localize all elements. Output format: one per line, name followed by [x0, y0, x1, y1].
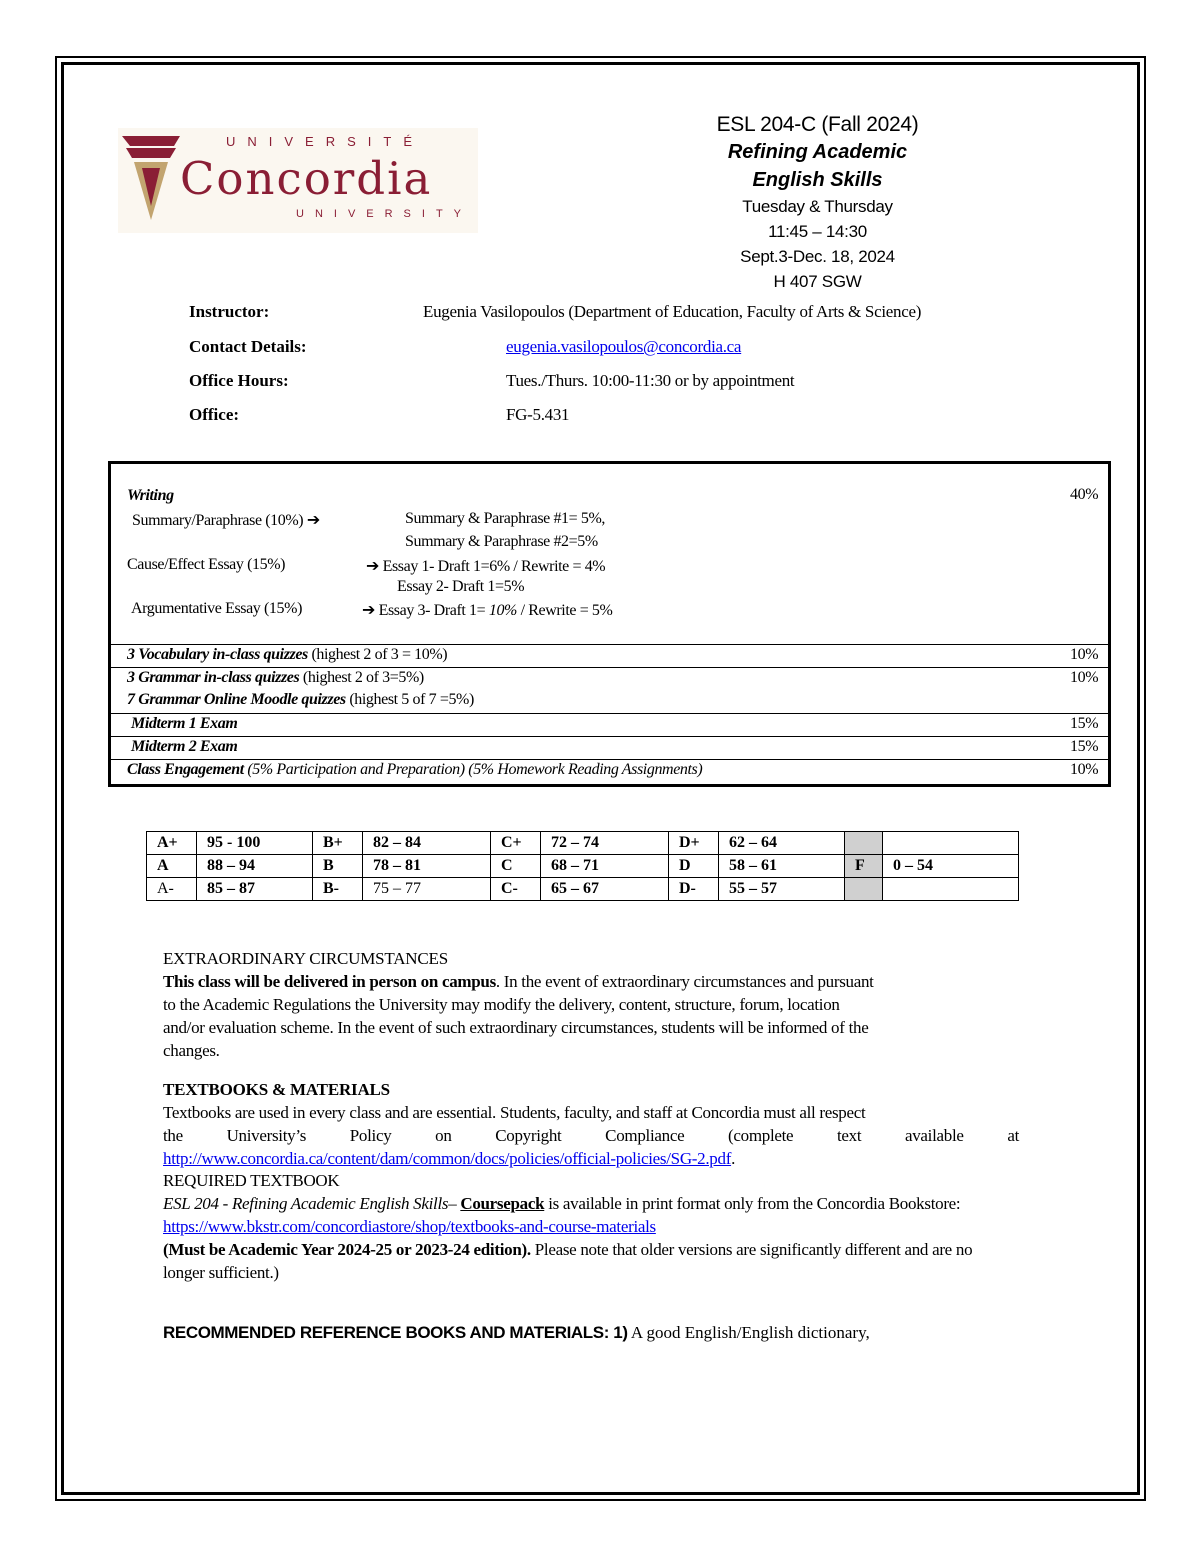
- essay-3-pre: ➔ Essay 3- Draft 1=: [362, 602, 489, 619]
- grade-range: 68 – 71: [541, 855, 669, 878]
- contact-label: Contact Details:: [189, 337, 307, 356]
- concordia-logo: [118, 128, 478, 233]
- writing-percent: 40%: [1070, 486, 1099, 503]
- class-engagement-detail: (5% Participation and Preparation) (5% Homework Reading Assignments): [243, 761, 703, 778]
- grading-divider: [108, 644, 1111, 645]
- class-engagement: [127, 761, 702, 779]
- extraordinary-heading: EXTRAORDINARY CIRCUMSTANCES: [163, 949, 448, 968]
- vocab-percent: 10%: [1070, 646, 1099, 663]
- midterm-2-percent: 15%: [1070, 738, 1099, 755]
- moodle-quizzes-detail: (highest 5 of 7 =5%): [345, 691, 474, 708]
- course-header: [680, 112, 955, 294]
- contact-email-link[interactable]: eugenia.vasilopoulos@concordia.ca: [506, 337, 742, 356]
- grade-letter: A+: [147, 832, 197, 855]
- vocab-quizzes: [127, 646, 447, 664]
- summary-paraphrase-2: Summary & Paraphrase #2=5%: [405, 533, 598, 550]
- textbooks-line-2: the University’s Policy on Copyright Compliance (complete text available at: [163, 1126, 1019, 1145]
- class-engagement-title: Class Engagement: [127, 761, 244, 778]
- grade-range: 95 - 100: [197, 832, 313, 855]
- grade-range: 62 – 64: [719, 832, 845, 855]
- office-label: Office:: [189, 405, 240, 424]
- shield-icon: [118, 128, 188, 228]
- recommended-rest: A good English/English dictionary,: [627, 1323, 870, 1342]
- grammar-quizzes-detail: (highest 2 of 3=5%): [299, 669, 424, 686]
- in-person-notice: This class will be delivered in person on campus: [163, 972, 496, 991]
- essay-3-draft-weight: 10%: [488, 602, 517, 619]
- recommended-heading: RECOMMENDED REFERENCE BOOKS AND MATERIALS: 1): [163, 1323, 628, 1342]
- grade-letter: B+: [313, 832, 363, 855]
- extraordinary-line-2: to the Academic Regulations the University may modify the delivery, content, structure, forum, location: [163, 995, 840, 1014]
- essay-2-breakdown: Essay 2- Draft 1=5%: [397, 578, 525, 595]
- grade-letter: D: [669, 855, 719, 878]
- course-dates: Sept.3-Dec. 18, 2024: [740, 247, 895, 266]
- logo-top-text: UNIVERSITÉ: [226, 134, 425, 149]
- table-row: [147, 878, 1019, 901]
- essay-3-post: / Rewrite = 5%: [517, 602, 613, 619]
- grade-range: [883, 878, 1019, 901]
- office-hours-value: Tues./Thurs. 10:00-11:30 or by appointment: [506, 371, 795, 390]
- course-days: Tuesday & Thursday: [742, 197, 893, 216]
- essay-1-breakdown: ➔ Essay 1- Draft 1=6% / Rewrite = 4%: [366, 558, 606, 575]
- course-time: 11:45 – 14:30: [768, 222, 867, 241]
- office-value: FG-5.431: [506, 405, 570, 424]
- required-textbook-line: [163, 1194, 960, 1214]
- cause-effect-weight: Cause/Effect Essay (15%): [127, 556, 286, 573]
- grade-letter: [845, 832, 883, 855]
- grade-letter: C-: [491, 878, 541, 901]
- coursepack-title: ESL 204 - Refining Academic English Skills: [163, 1194, 449, 1213]
- course-title-line1: Refining Academic: [727, 141, 908, 163]
- office-hours-label: Office Hours:: [189, 371, 289, 390]
- grade-range: 65 – 67: [541, 878, 669, 901]
- grade-letter: [845, 878, 883, 901]
- extraordinary-line-4: changes.: [163, 1041, 220, 1060]
- grading-divider: [108, 667, 1111, 668]
- grade-letter: D-: [669, 878, 719, 901]
- summary-paraphrase-1: Summary & Paraphrase #1= 5%,: [405, 510, 606, 527]
- grade-letter: A-: [147, 878, 197, 901]
- required-textbook-heading: REQUIRED TEXTBOOK: [163, 1171, 340, 1190]
- midterm-1: Midterm 1 Exam: [131, 715, 238, 732]
- grammar-quizzes: [127, 669, 424, 687]
- grade-range: 0 – 54: [883, 855, 1019, 878]
- edition-note: [163, 1240, 972, 1260]
- textbooks-line-1: Textbooks are used in every class and are essential. Students, faculty, and staff at Concordia must all respect: [163, 1103, 866, 1122]
- textbooks-line-3: [163, 1149, 735, 1169]
- bookstore-line: [163, 1217, 656, 1237]
- grading-divider: [108, 736, 1111, 737]
- course-title-line2: English Skills: [752, 169, 883, 191]
- grade-range: 85 – 87: [197, 878, 313, 901]
- edition-note-line-2: longer sufficient.): [163, 1263, 279, 1282]
- essay-3-breakdown: [362, 600, 612, 620]
- vocab-quizzes-title: 3 Vocabulary in-class quizzes: [127, 646, 308, 663]
- edition-requirement: (Must be Academic Year 2024-25 or 2023-24 edition).: [163, 1240, 531, 1259]
- moodle-quizzes: [127, 691, 474, 709]
- recommended-line: [163, 1323, 870, 1343]
- extraordinary-line-1: [163, 972, 874, 992]
- logo-wordmark: Concordia: [180, 152, 433, 205]
- coursepack-label: Coursepack: [460, 1194, 545, 1213]
- grade-range: 58 – 61: [719, 855, 845, 878]
- midterm-2: Midterm 2 Exam: [131, 738, 238, 755]
- grade-range: 75 – 77: [363, 878, 491, 901]
- grade-range: 72 – 74: [541, 832, 669, 855]
- vocab-quizzes-detail: (highest 2 of 3 = 10%): [307, 646, 448, 663]
- grade-range: 78 – 81: [363, 855, 491, 878]
- table-row: [147, 832, 1019, 855]
- grade-scale-table: [146, 831, 1019, 901]
- grading-divider: [108, 713, 1111, 714]
- instructor-label: Instructor:: [189, 302, 270, 321]
- textbooks-heading: TEXTBOOKS & MATERIALS: [163, 1080, 390, 1099]
- grade-range: 55 – 57: [719, 878, 845, 901]
- grade-range: [883, 832, 1019, 855]
- grade-letter: D+: [669, 832, 719, 855]
- grade-letter: B: [313, 855, 363, 878]
- bookstore-link[interactable]: https://www.bkstr.com/concordiastore/shop/textbooks-and-course-materials: [163, 1217, 656, 1236]
- grammar-percent: 10%: [1070, 669, 1099, 686]
- logo-bottom-text: UNIVERSITY: [296, 208, 473, 220]
- edition-note-rest: Please note that older versions are significantly different and are no: [530, 1240, 973, 1259]
- table-row: [147, 855, 1019, 878]
- instructor-value: Eugenia Vasilopoulos (Department of Education, Faculty of Arts & Science): [423, 302, 922, 321]
- grading-divider: [108, 759, 1111, 760]
- grade-letter: F: [845, 855, 883, 878]
- extraordinary-line-3: and/or evaluation scheme. In the event of such extraordinary circumstances, students will be informed of the: [163, 1018, 869, 1037]
- grammar-quizzes-title: 3 Grammar in-class quizzes: [127, 669, 300, 686]
- moodle-quizzes-title: 7 Grammar Online Moodle quizzes: [127, 691, 346, 708]
- required-textbook-dash: –: [448, 1194, 461, 1213]
- required-textbook-rest: is available in print format only from the Concordia Bookstore:: [544, 1194, 961, 1213]
- textbooks-line-3-period: .: [731, 1149, 736, 1168]
- summary-paraphrase-weight: Summary/Paraphrase (10%) ➔: [132, 512, 320, 529]
- copyright-policy-link[interactable]: http://www.concordia.ca/content/dam/common/docs/policies/official-policies/SG-2.pdf: [163, 1149, 732, 1168]
- grade-letter: A: [147, 855, 197, 878]
- argumentative-weight: Argumentative Essay (15%): [131, 600, 302, 617]
- course-code: ESL 204-C (Fall 2024): [716, 113, 919, 136]
- extraordinary-line-1-rest: . In the event of extraordinary circumstances and pursuant: [495, 972, 874, 991]
- grade-letter: C+: [491, 832, 541, 855]
- midterm-1-percent: 15%: [1070, 715, 1099, 732]
- writing-label: Writing: [127, 487, 174, 504]
- course-room: H 407 SGW: [773, 272, 862, 291]
- grade-range: 82 – 84: [363, 832, 491, 855]
- grade-letter: B-: [313, 878, 363, 901]
- grade-letter: C: [491, 855, 541, 878]
- engagement-percent: 10%: [1070, 761, 1099, 778]
- grade-range: 88 – 94: [197, 855, 313, 878]
